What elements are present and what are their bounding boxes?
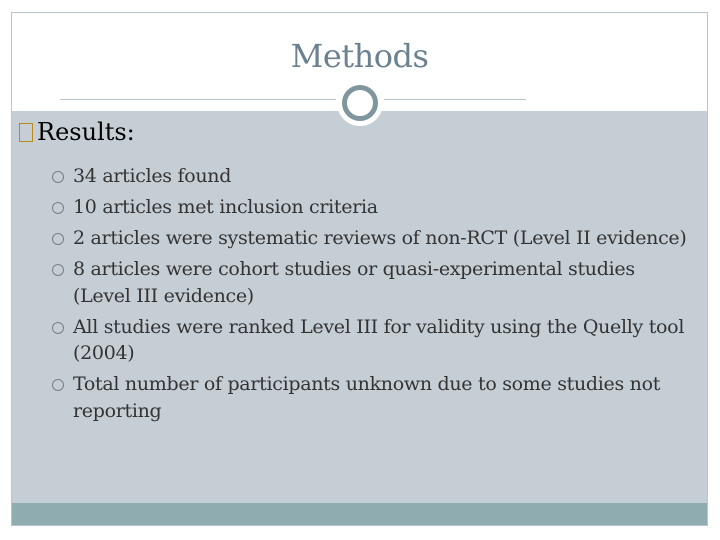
- hollow-circle-bullet-icon: [52, 233, 64, 245]
- bullet-item: [52, 314, 692, 367]
- hollow-circle-bullet-icon: [52, 264, 64, 276]
- bullet-text: 34 articles found: [73, 165, 232, 187]
- bullet-item: [52, 256, 692, 309]
- results-bullet-list: [52, 163, 692, 429]
- bullet-text: 10 articles met inclusion criteria: [73, 196, 378, 219]
- title-divider-right: [384, 99, 526, 100]
- results-heading-text: Results:: [37, 118, 135, 146]
- bullet-item: [52, 225, 692, 252]
- ring-ornament-icon: [337, 80, 383, 126]
- bullet-text: 8 articles were cohort studies or quasi-experimental studies (Level III evidence): [73, 258, 635, 307]
- bullet-item: [52, 163, 692, 190]
- ring-ornament-inner: [342, 85, 378, 121]
- hollow-circle-bullet-icon: [52, 202, 64, 214]
- bullet-text: Total number of participants unknown due to some studies not reporting: [73, 373, 661, 422]
- replacement-box-icon: [19, 123, 33, 142]
- hollow-circle-bullet-icon: [52, 171, 64, 183]
- hollow-circle-bullet-icon: [52, 379, 64, 391]
- bullet-text: All studies were ranked Level III for validity using the Quelly tool (2004): [73, 315, 685, 365]
- bullet-item: [52, 194, 692, 221]
- footer-bar: [12, 503, 707, 525]
- title-divider-left: [60, 99, 336, 100]
- slide-title: Methods: [290, 37, 429, 75]
- hollow-circle-bullet-icon: [52, 322, 64, 334]
- results-heading: [19, 118, 135, 146]
- bullet-text: 2 articles were systematic reviews of non-RCT (Level II evidence): [73, 227, 687, 250]
- bullet-item: [52, 371, 692, 424]
